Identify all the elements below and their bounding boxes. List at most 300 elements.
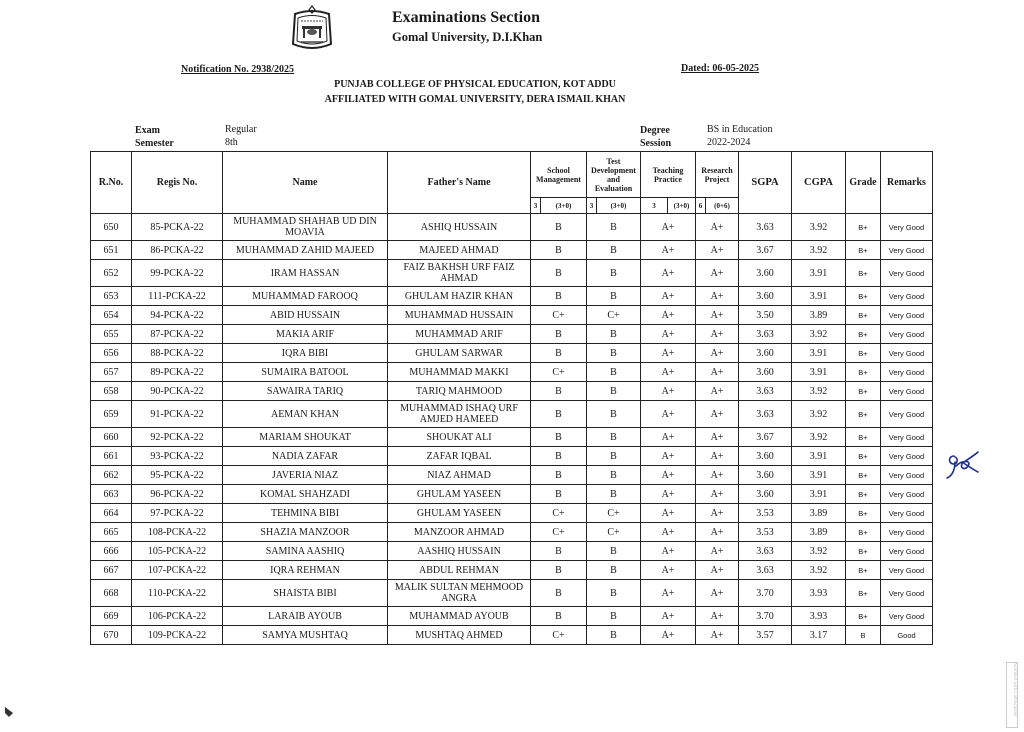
cell-grade: B+ [846,325,881,344]
table-row [91,542,933,561]
cell-rno: 660 [91,428,132,447]
cell-sgpa: 3.53 [739,504,792,523]
cell-research-project: A+ [696,306,739,325]
table-row [91,626,933,645]
cell-teaching-practice: A+ [641,287,696,306]
cell-school-management: B [531,344,587,363]
cell-grade: B+ [846,447,881,466]
cell-teaching-practice: A+ [641,447,696,466]
cell-sgpa: 3.57 [739,626,792,645]
cell-test-development: B [587,561,641,580]
table-row [91,580,933,607]
cell-teaching-practice: A+ [641,542,696,561]
cell-sgpa: 3.67 [739,428,792,447]
cell-teaching-practice: A+ [641,523,696,542]
credit-hours: 6 [696,198,706,214]
cell-regis-no: 87-PCKA-22 [132,325,223,344]
cell-cgpa: 3.92 [792,561,846,580]
cell-cgpa: 3.92 [792,401,846,428]
cell-remarks: Very Good [881,214,933,241]
cell-cgpa: 3.92 [792,542,846,561]
table-row [91,401,933,428]
cell-name: IQRA BIBI [223,344,388,363]
cell-teaching-practice: A+ [641,325,696,344]
cell-father-name: AASHIQ HUSSAIN [388,542,531,561]
cell-grade: B+ [846,287,881,306]
cell-name: JAVERIA NIAZ [223,466,388,485]
cell-research-project: A+ [696,287,739,306]
cell-rno: 667 [91,561,132,580]
cell-grade: B+ [846,382,881,401]
cell-sgpa: 3.60 [739,287,792,306]
cell-school-management: B [531,580,587,607]
scan-artifact-icon [3,703,19,719]
cell-school-management: C+ [531,504,587,523]
cell-regis-no: 95-PCKA-22 [132,466,223,485]
cell-father-name: MUHAMMAD MAKKI [388,363,531,382]
cell-sgpa: 3.53 [739,523,792,542]
cell-cgpa: 3.91 [792,363,846,382]
results-body [91,214,933,645]
table-row [91,504,933,523]
college-affiliation: AFFILIATED WITH GOMAL UNIVERSITY, DERA ISMAIL KHAN [324,94,626,105]
college-name: PUNJAB COLLEGE OF PHYSICAL EDUCATION, KOT ADDU [334,79,616,90]
credit-hours: 3 [531,198,541,214]
cell-school-management: B [531,542,587,561]
credit-split: (3+0) [597,198,641,214]
cell-grade: B+ [846,523,881,542]
cell-cgpa: 3.89 [792,523,846,542]
cell-school-management: B [531,401,587,428]
cell-cgpa: 3.89 [792,504,846,523]
university-crest-icon [289,4,335,52]
cell-research-project: A+ [696,580,739,607]
header-regis-no: Regis No. [132,152,223,214]
credit-hours: 3 [587,198,597,214]
cell-regis-no: 92-PCKA-22 [132,428,223,447]
cell-test-development: B [587,542,641,561]
header-sgpa: SGPA [739,152,792,214]
header-teaching-practice: Teaching Practice [641,152,696,198]
cell-teaching-practice: A+ [641,344,696,363]
cell-teaching-practice: A+ [641,306,696,325]
cell-grade: B+ [846,561,881,580]
cell-test-development: B [587,363,641,382]
cell-test-development: B [587,466,641,485]
cell-teaching-practice: A+ [641,363,696,382]
table-row [91,485,933,504]
cell-school-management: B [531,287,587,306]
cell-father-name: MUHAMMAD ARIF [388,325,531,344]
cell-name: SAWAIRA TARIQ [223,382,388,401]
session-value: 2022-2024 [707,137,751,148]
credit-split: (3+0) [541,198,587,214]
cell-cgpa: 3.91 [792,466,846,485]
cell-cgpa: 3.91 [792,287,846,306]
cell-school-management: B [531,241,587,260]
cell-test-development: B [587,447,641,466]
cell-name: ABID HUSSAIN [223,306,388,325]
cell-cgpa: 3.92 [792,325,846,344]
cell-research-project: A+ [696,542,739,561]
cell-grade: B+ [846,260,881,287]
cell-teaching-practice: A+ [641,241,696,260]
cell-father-name: MANZOOR AHMAD [388,523,531,542]
cell-test-development: C+ [587,306,641,325]
cell-remarks: Very Good [881,401,933,428]
cell-remarks: Very Good [881,523,933,542]
header-rno: R.No. [91,152,132,214]
cell-remarks: Very Good [881,542,933,561]
cell-sgpa: 3.63 [739,325,792,344]
cell-regis-no: 94-PCKA-22 [132,306,223,325]
cell-regis-no: 96-PCKA-22 [132,485,223,504]
cell-sgpa: 3.60 [739,485,792,504]
cell-father-name: FAIZ BAKHSH URF FAIZ AHMAD [388,260,531,287]
session-label: Session [640,138,672,149]
cell-cgpa: 3.91 [792,344,846,363]
table-row [91,561,933,580]
cell-research-project: A+ [696,504,739,523]
cell-name: KOMAL SHAHZADI [223,485,388,504]
cell-father-name: MUSHTAQ AHMED [388,626,531,645]
table-row [91,382,933,401]
cell-test-development: B [587,607,641,626]
cell-rno: 651 [91,241,132,260]
cell-regis-no: 109-PCKA-22 [132,626,223,645]
cell-sgpa: 3.63 [739,382,792,401]
cell-sgpa: 3.60 [739,466,792,485]
cell-grade: B+ [846,363,881,382]
cell-rno: 655 [91,325,132,344]
cell-sgpa: 3.70 [739,580,792,607]
cell-test-development: B [587,382,641,401]
cell-research-project: A+ [696,260,739,287]
cell-remarks: Very Good [881,382,933,401]
cell-father-name: ZAFAR IQBAL [388,447,531,466]
cell-test-development: B [587,428,641,447]
cell-remarks: Very Good [881,241,933,260]
cell-sgpa: 3.60 [739,447,792,466]
cell-regis-no: 86-PCKA-22 [132,241,223,260]
notification-number: Notification No. 2938/2025 [181,64,295,75]
cell-regis-no: 111-PCKA-22 [132,287,223,306]
university-name: Gomal University, D.I.Khan [392,30,543,44]
cell-test-development: C+ [587,504,641,523]
cell-regis-no: 97-PCKA-22 [132,504,223,523]
cell-remarks: Very Good [881,363,933,382]
cell-cgpa: 3.92 [792,214,846,241]
cell-cgpa: 3.91 [792,260,846,287]
cell-cgpa: 3.91 [792,447,846,466]
cell-cgpa: 3.91 [792,485,846,504]
table-row [91,523,933,542]
cell-remarks: Very Good [881,287,933,306]
cell-remarks: Very Good [881,428,933,447]
cell-test-development: B [587,325,641,344]
cell-rno: 652 [91,260,132,287]
cell-rno: 657 [91,363,132,382]
cell-name: MUHAMMAD SHAHAB UD DIN MOAVIA [223,214,388,241]
cell-grade: B+ [846,306,881,325]
semester-value: 8th [225,137,238,148]
cell-test-development: B [587,626,641,645]
cell-grade: B [846,626,881,645]
cell-cgpa: 3.92 [792,382,846,401]
cell-school-management: B [531,607,587,626]
cell-regis-no: 105-PCKA-22 [132,542,223,561]
cell-grade: B+ [846,485,881,504]
cell-name: LARAIB AYOUB [223,607,388,626]
cell-test-development: B [587,260,641,287]
cell-research-project: A+ [696,523,739,542]
cell-school-management: B [531,382,587,401]
cell-test-development: B [587,214,641,241]
cell-sgpa: 3.60 [739,344,792,363]
cell-teaching-practice: A+ [641,260,696,287]
cell-name: NADIA ZAFAR [223,447,388,466]
cell-research-project: A+ [696,363,739,382]
cell-grade: B+ [846,607,881,626]
cell-father-name: GHULAM SARWAR [388,344,531,363]
exam-label: Exam [135,125,160,136]
cell-regis-no: 106-PCKA-22 [132,607,223,626]
cell-research-project: A+ [696,607,739,626]
cell-test-development: B [587,580,641,607]
cell-teaching-practice: A+ [641,401,696,428]
table-row [91,325,933,344]
cell-father-name: MALIK SULTAN MEHMOOD ANGRA [388,580,531,607]
cell-grade: B+ [846,580,881,607]
cell-sgpa: 3.67 [739,241,792,260]
cell-regis-no: 89-PCKA-22 [132,363,223,382]
header-test-development: Test Development and Evaluation [587,152,641,198]
table-row [91,241,933,260]
cell-regis-no: 99-PCKA-22 [132,260,223,287]
header-remarks: Remarks [881,152,933,214]
cell-cgpa: 3.93 [792,607,846,626]
cell-rno: 659 [91,401,132,428]
cell-school-management: B [531,447,587,466]
section-title: Examinations Section [392,9,541,26]
cell-research-project: A+ [696,401,739,428]
credit-split: (3+0) [668,198,696,214]
cell-name: SUMAIRA BATOOL [223,363,388,382]
cell-father-name: MUHAMMAD HUSSAIN [388,306,531,325]
cell-regis-no: 85-PCKA-22 [132,214,223,241]
cell-rno: 662 [91,466,132,485]
cell-school-management: B [531,428,587,447]
header-research-project: Research Project [696,152,739,198]
cell-grade: B+ [846,428,881,447]
cell-research-project: A+ [696,382,739,401]
scanner-watermark: Scanned with CamScanner [1006,662,1018,728]
cell-research-project: A+ [696,214,739,241]
cell-remarks: Very Good [881,260,933,287]
cell-name: MUHAMMAD FAROOQ [223,287,388,306]
cell-rno: 664 [91,504,132,523]
cell-father-name: ABDUL REHMAN [388,561,531,580]
cell-school-management: B [531,214,587,241]
cell-father-name: ASHIQ HUSSAIN [388,214,531,241]
cell-rno: 665 [91,523,132,542]
cell-grade: B+ [846,466,881,485]
cell-rno: 666 [91,542,132,561]
cell-school-management: B [531,561,587,580]
cell-regis-no: 91-PCKA-22 [132,401,223,428]
cell-remarks: Very Good [881,504,933,523]
cell-remarks: Very Good [881,306,933,325]
cell-school-management: B [531,485,587,504]
cell-remarks: Very Good [881,561,933,580]
cell-sgpa: 3.63 [739,542,792,561]
cell-father-name: NIAZ AHMAD [388,466,531,485]
cell-teaching-practice: A+ [641,504,696,523]
cell-teaching-practice: A+ [641,626,696,645]
cell-rno: 653 [91,287,132,306]
results-table [90,151,933,645]
header-school-management: School Management [531,152,587,198]
cell-teaching-practice: A+ [641,580,696,607]
cell-school-management: C+ [531,306,587,325]
handwritten-signature-icon [944,448,984,484]
header-grade: Grade [846,152,881,214]
table-row [91,287,933,306]
cell-research-project: A+ [696,325,739,344]
cell-sgpa: 3.70 [739,607,792,626]
cell-sgpa: 3.63 [739,401,792,428]
cell-grade: B+ [846,344,881,363]
cell-remarks: Very Good [881,325,933,344]
notification-date: Dated: 06-05-2025 [681,63,760,74]
cell-rno: 658 [91,382,132,401]
cell-sgpa: 3.50 [739,306,792,325]
table-row [91,214,933,241]
cell-father-name: MUHAMMAD ISHAQ URF AMJED HAMEED [388,401,531,428]
cell-name: MARIAM SHOUKAT [223,428,388,447]
cell-test-development: B [587,344,641,363]
cell-teaching-practice: A+ [641,428,696,447]
cell-name: SHAISTA BIBI [223,580,388,607]
cell-grade: B+ [846,401,881,428]
cell-remarks: Very Good [881,447,933,466]
cell-school-management: C+ [531,523,587,542]
cell-name: SHAZIA MANZOOR [223,523,388,542]
cell-regis-no: 88-PCKA-22 [132,344,223,363]
cell-name: AEMAN KHAN [223,401,388,428]
cell-name: SAMINA AASHIQ [223,542,388,561]
cell-research-project: A+ [696,344,739,363]
cell-rno: 661 [91,447,132,466]
table-row [91,344,933,363]
cell-research-project: A+ [696,626,739,645]
cell-test-development: B [587,241,641,260]
cell-remarks: Very Good [881,485,933,504]
table-row [91,260,933,287]
cell-remarks: Very Good [881,344,933,363]
cell-cgpa: 3.92 [792,428,846,447]
cell-remarks: Good [881,626,933,645]
cell-school-management: C+ [531,626,587,645]
cell-teaching-practice: A+ [641,485,696,504]
cell-school-management: B [531,260,587,287]
cell-research-project: A+ [696,561,739,580]
cell-father-name: GHULAM YASEEN [388,485,531,504]
degree-value: BS in Education [707,124,773,135]
cell-rno: 650 [91,214,132,241]
cell-research-project: A+ [696,466,739,485]
cell-name: MUHAMMAD ZAHID MAJEED [223,241,388,260]
table-row [91,428,933,447]
header-cgpa: CGPA [792,152,846,214]
cell-teaching-practice: A+ [641,214,696,241]
degree-label: Degree [640,125,670,136]
semester-label: Semester [135,138,174,149]
cell-remarks: Very Good [881,607,933,626]
cell-regis-no: 110-PCKA-22 [132,580,223,607]
cell-test-development: B [587,287,641,306]
cell-regis-no: 90-PCKA-22 [132,382,223,401]
cell-rno: 663 [91,485,132,504]
cell-father-name: MAJEED AHMAD [388,241,531,260]
cell-rno: 654 [91,306,132,325]
cell-research-project: A+ [696,241,739,260]
cell-teaching-practice: A+ [641,466,696,485]
cell-grade: B+ [846,504,881,523]
cell-test-development: B [587,401,641,428]
cell-cgpa: 3.17 [792,626,846,645]
cell-cgpa: 3.93 [792,580,846,607]
cell-remarks: Very Good [881,580,933,607]
cell-teaching-practice: A+ [641,382,696,401]
cell-name: SAMYA MUSHTAQ [223,626,388,645]
cell-regis-no: 107-PCKA-22 [132,561,223,580]
header-name: Name [223,152,388,214]
table-row [91,607,933,626]
cell-research-project: A+ [696,428,739,447]
table-row [91,447,933,466]
cell-name: MAKIA ARIF [223,325,388,344]
credit-hours: 3 [641,198,668,214]
cell-father-name: TARIQ MAHMOOD [388,382,531,401]
cell-name: TEHMINA BIBI [223,504,388,523]
exam-value: Regular [225,124,257,135]
cell-school-management: C+ [531,363,587,382]
cell-test-development: C+ [587,523,641,542]
cell-sgpa: 3.60 [739,363,792,382]
cell-teaching-practice: A+ [641,561,696,580]
table-row [91,466,933,485]
cell-grade: B+ [846,241,881,260]
header-father-name: Father's Name [388,152,531,214]
cell-father-name: MUHAMMAD AYOUB [388,607,531,626]
cell-father-name: GHULAM YASEEN [388,504,531,523]
table-row [91,306,933,325]
credit-split: (0+6) [706,198,739,214]
cell-research-project: A+ [696,447,739,466]
cell-father-name: GHULAM HAZIR KHAN [388,287,531,306]
cell-test-development: B [587,485,641,504]
cell-school-management: B [531,325,587,344]
cell-school-management: B [531,466,587,485]
cell-sgpa: 3.63 [739,561,792,580]
cell-cgpa: 3.92 [792,241,846,260]
cell-sgpa: 3.63 [739,214,792,241]
cell-remarks: Very Good [881,466,933,485]
cell-regis-no: 93-PCKA-22 [132,447,223,466]
cell-grade: B+ [846,214,881,241]
table-row [91,363,933,382]
